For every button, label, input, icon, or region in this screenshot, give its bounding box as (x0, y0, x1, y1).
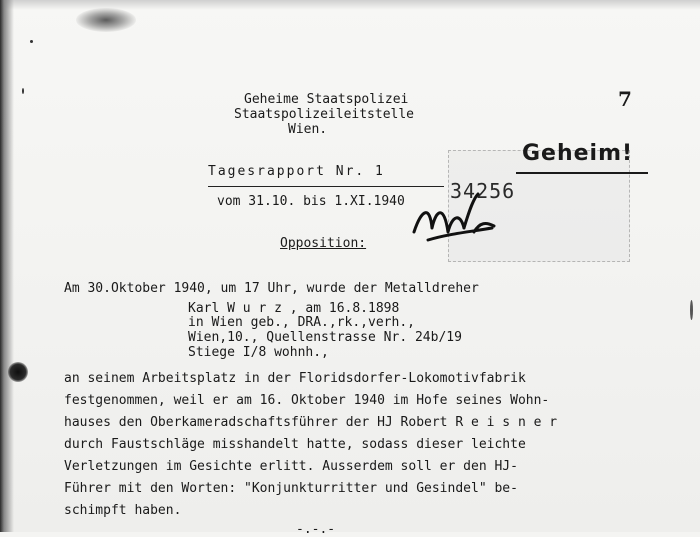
address-line: Stiege I/8 wohnh., (188, 345, 329, 360)
agency-name: Geheime Staatspolizei (244, 92, 409, 107)
address-line: in Wien geb., DRA.,rk.,verh., (188, 315, 415, 330)
agency-office: Staatspolizeileitstelle (234, 107, 415, 122)
speck (30, 40, 33, 43)
title-rule (208, 186, 444, 187)
paragraph-line: durch Faustschläge misshandelt hatte, sodass dieser leichte (64, 437, 526, 452)
scan-edge-left (0, 0, 14, 532)
stamp-number: 34256 (450, 179, 516, 203)
end-mark: -.-.- (296, 522, 336, 537)
paragraph-line: schimpft haben. (64, 503, 182, 518)
report-date-range: vom 31.10. bis 1.XI.1940 (217, 194, 405, 209)
classification-stamp: Geheim! (522, 141, 634, 166)
address-line: Karl W u r z , am 16.8.1898 (188, 301, 400, 316)
page-number: 7 (618, 87, 632, 111)
paragraph-line: festgenommen, weil er am 16. Oktober 1940 im Hofe seines Wohn- (64, 393, 550, 408)
address-line: Wien,10., Quellenstrasse Nr. 24b/19 (188, 330, 462, 345)
handwritten-signature (408, 188, 498, 248)
paragraph-line: hauses den Oberkameradschaftsführer der HJ Robert R e i s n e r (64, 415, 558, 430)
paragraph-line: an seinem Arbeitsplatz in der Floridsdorfer-Lokomotivfabrik (64, 371, 526, 386)
ink-smudge (76, 8, 136, 32)
agency-city: Wien. (288, 122, 328, 137)
ink-blot (8, 362, 28, 382)
speck (690, 300, 693, 320)
intro-line: Am 30.Oktober 1940, um 17 Uhr, wurde der Metalldreher (64, 281, 479, 296)
classification-underline (516, 172, 648, 174)
speck (22, 88, 24, 94)
paragraph-line: Führer mit den Worten: "Konjunkturritter und Gesindel" be- (64, 481, 518, 496)
section-heading: Opposition: (280, 236, 367, 251)
report-title: Tagesrapport Nr. 1 (208, 164, 385, 179)
paragraph-line: Verletzungen im Gesichte erlitt. Ausserdem soll er den HJ- (64, 459, 518, 474)
